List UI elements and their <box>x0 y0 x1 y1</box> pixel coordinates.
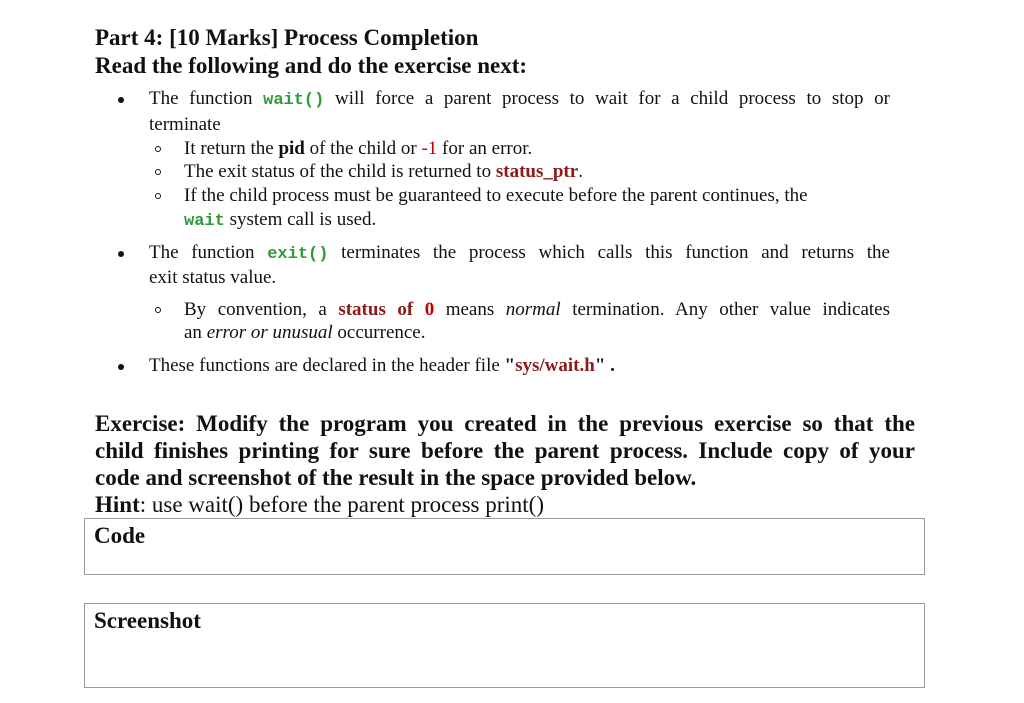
page-subtitle: Read the following and do the exercise next: <box>95 53 528 78</box>
exercise-text <box>95 410 915 491</box>
page-title: Part 4: [10 Marks] Process Completion <box>95 25 479 50</box>
exercise-line: Exercise: Modify the program you created in the previous exercise so that the <box>95 411 915 436</box>
wait-bullet-line1: The function wait() will force a parent process to wait for a child process to stop or <box>149 88 890 110</box>
sub-bullet-circle <box>155 307 161 313</box>
bullet-dot <box>118 251 124 257</box>
screenshot-box-label: Screenshot <box>94 608 201 633</box>
exit-bullet-line1: The function exit() terminates the process which calls this function and returns the <box>149 242 890 264</box>
sub-bullet-circle <box>155 146 161 152</box>
wait-sub1: It return the pid of the child or -1 for an error. <box>184 138 533 159</box>
wait-sub3-line2: wait system call is used. <box>184 209 377 231</box>
wait-function-code: wait() <box>263 91 325 110</box>
sub-bullet-circle <box>155 169 161 175</box>
exit-sub1-line2: an error or unusual occurrence. <box>184 322 426 343</box>
bullet-dot <box>118 364 124 370</box>
hint-text: Hint: use wait() before the parent process print() <box>95 492 544 517</box>
wait-bullet-line2: terminate <box>149 114 221 135</box>
code-answer-box[interactable] <box>84 518 925 575</box>
exercise-line: code and screenshot of the result in the space provided below. <box>95 465 697 490</box>
exit-bullet-line2: exit status value. <box>149 267 277 288</box>
wait-sub2: The exit status of the child is returned to status_ptr. <box>184 161 583 182</box>
bullet-dot <box>118 97 124 103</box>
code-box-label: Code <box>94 523 146 548</box>
exit-function-code: exit() <box>267 245 329 264</box>
sub-bullet-circle <box>155 193 161 199</box>
header-bullet: These functions are declared in the header file "sys/wait.h" . <box>149 355 615 376</box>
screenshot-answer-box[interactable] <box>84 603 925 688</box>
exercise-line: child finishes printing for sure before the parent process. Include copy of your <box>95 438 915 463</box>
exit-sub1-line1: By convention, a status of 0 means normal termination. Any other value indicates <box>184 299 890 320</box>
wait-sub3-line1: If the child process must be guaranteed to execute before the parent continues, the <box>184 185 808 206</box>
